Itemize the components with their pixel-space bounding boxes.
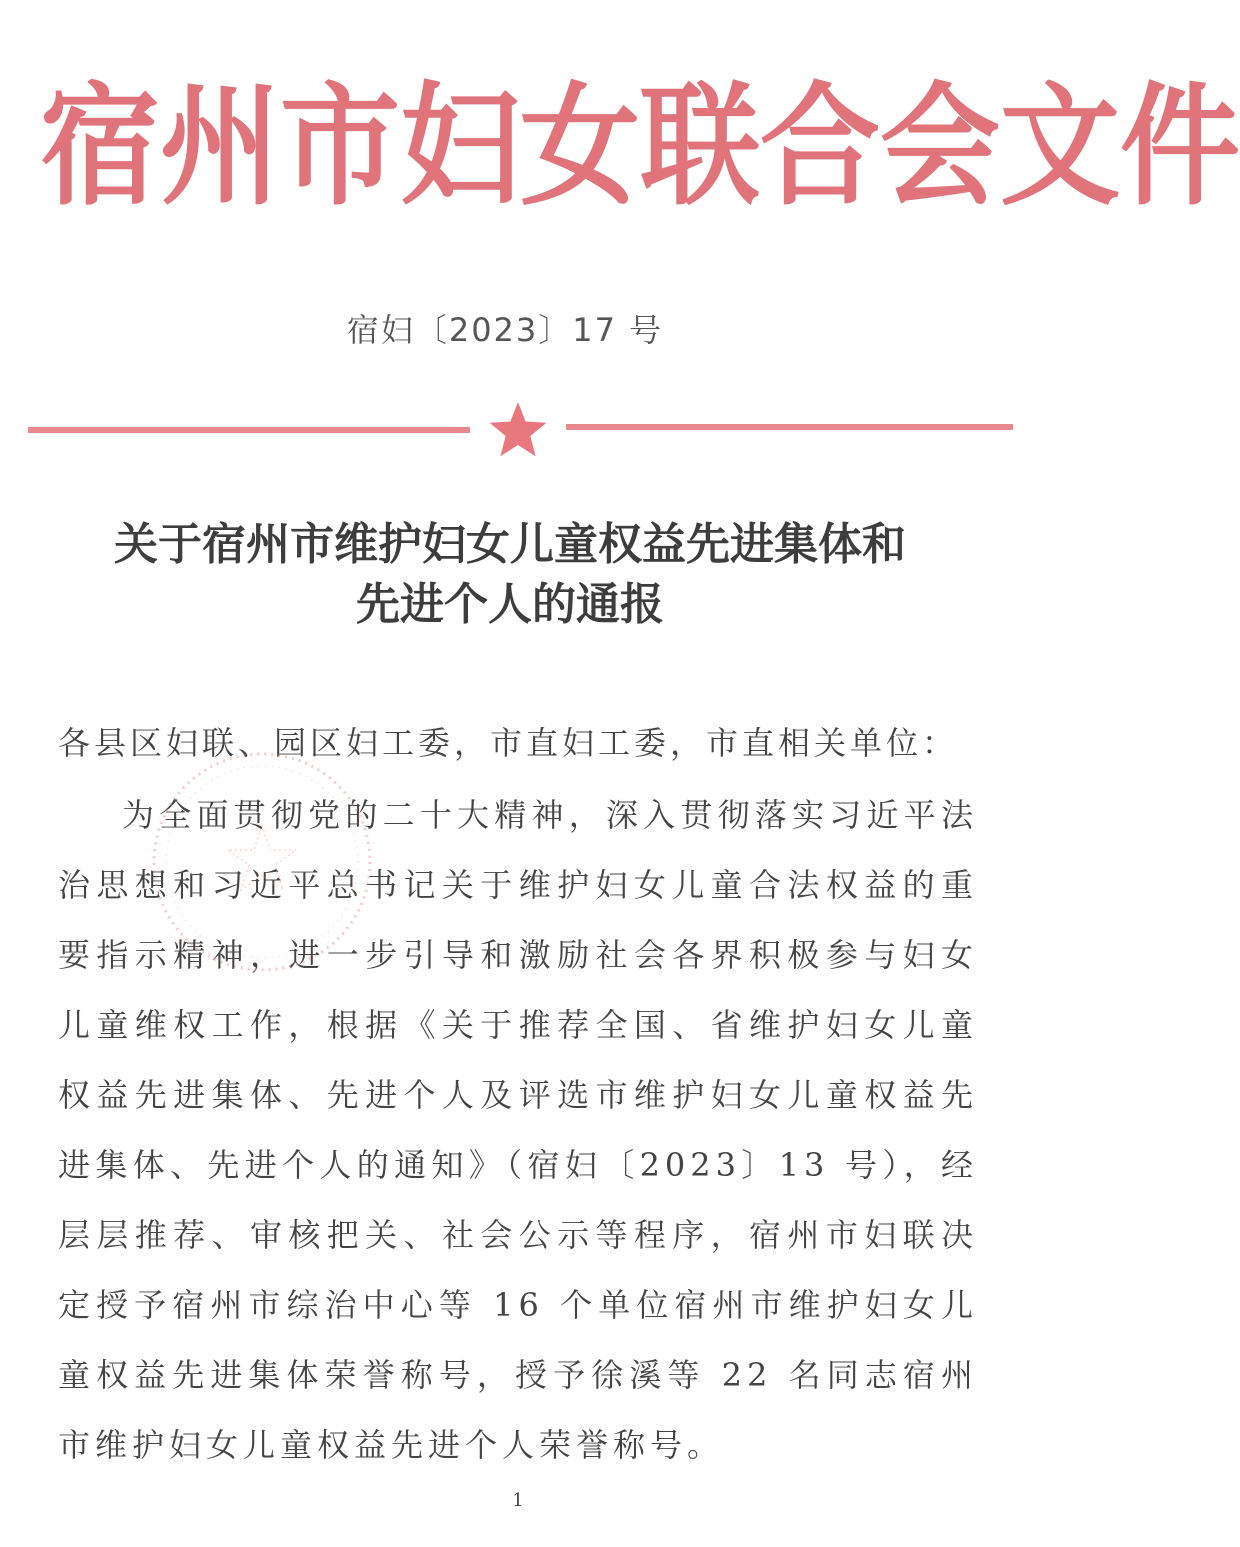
- page-number: 1: [512, 1490, 524, 1511]
- masthead-char: 件: [1120, 68, 1240, 225]
- divider-line-left: [28, 427, 470, 433]
- masthead-char: 女: [520, 68, 640, 225]
- masthead-char: 合: [760, 68, 880, 225]
- document-title: [60, 515, 960, 635]
- salutation: 各县区妇联、园区妇工委，市直妇工委，市直相关单位：: [58, 724, 959, 762]
- red-divider: [28, 400, 1013, 460]
- masthead-char: 文: [1000, 68, 1120, 225]
- title-line-2: 先进个人的通报: [356, 579, 664, 630]
- masthead: [40, 62, 1240, 232]
- masthead-char: 联: [640, 68, 760, 225]
- masthead-char: 会: [880, 68, 1000, 225]
- document-number: 宿妇〔2023〕17 号: [346, 311, 664, 349]
- masthead-char: 州: [160, 68, 280, 225]
- body-paragraph: 为全面贯彻党的二十大精神，深入贯彻落实习近平法治思想和习近平总书记关于维护妇女儿童合法权益的重要指示精神，进一步引导和激励社会各界积极参与妇女儿童维权工作，根据《关于推荐全国、省维护妇女儿童权益先进集体、先进个人及评选市维护妇女儿童权益先进集体、先进个人的通知》（宿妇〔2023〕13 号），经层层推荐、审核把关、社会公示等程序，宿州市妇联决定授予宿州市综治中心等 16 个单位宿州市维护妇女儿童权益先进集体荣誉称号，授予徐溪等 22 名同志宿州市维护妇女儿童权益先进个人荣誉称号。: [58, 796, 978, 1464]
- title-line-1: 关于宿州市维护妇女儿童权益先进集体和: [114, 519, 906, 570]
- star-icon: [490, 402, 547, 456]
- masthead-char: 宿: [40, 68, 160, 225]
- masthead-char: 妇: [400, 68, 520, 225]
- masthead-char: 市: [280, 68, 400, 225]
- divider-line-right: [566, 424, 1013, 430]
